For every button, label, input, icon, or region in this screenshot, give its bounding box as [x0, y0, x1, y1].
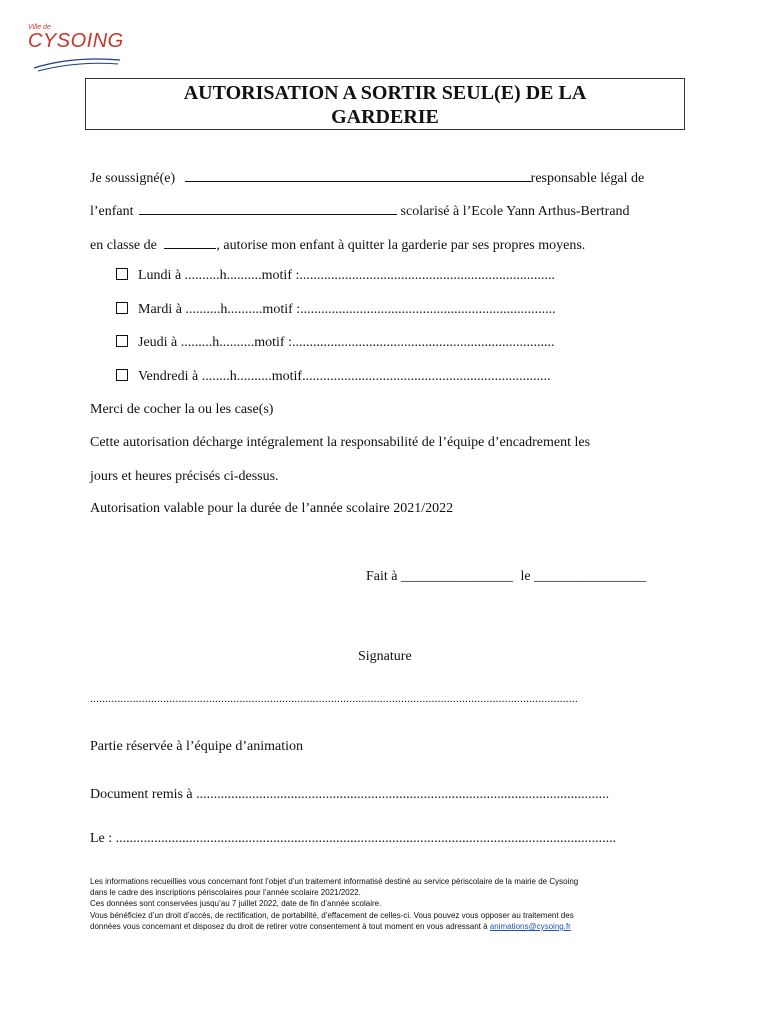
footer-line-3: Ces données sont conservées jusqu’au 7 juillet 2022, date de fin d’année scolaire.	[90, 899, 382, 909]
day-row-jeudi	[116, 335, 555, 351]
day-row-vendredi	[116, 369, 551, 385]
checkbox-jeudi[interactable]	[116, 335, 128, 347]
logo-main-text: CYSOING	[28, 30, 124, 52]
check-note: Merci de cocher la ou les case(s)	[90, 402, 274, 417]
signature-separator: ................................................................................................................................................................	[90, 693, 578, 705]
document-remis-field[interactable]: Document remis à ......................................................................................................................	[90, 787, 610, 802]
intro-line-3	[90, 234, 585, 254]
intro-line-2	[90, 200, 630, 220]
intro-label-ecole: scolarisé à l’Ecole Yann Arthus-Bertrand	[400, 204, 630, 219]
footer-line-5	[90, 921, 690, 932]
cysoing-logo	[26, 24, 126, 70]
intro-label-responsable: responsable légal de	[530, 171, 645, 186]
document-title	[85, 78, 685, 130]
signature-label: Signature	[358, 649, 412, 664]
day-label-lundi: Lundi à ..........h..........motif :.........................................................................	[138, 268, 555, 283]
intro-label-enfant: l’enfant	[90, 204, 134, 219]
footer-line-1: Les informations recueillies vous concernant font l’objet d’un traitement informatisé destiné au service périscolaire de la mairie de Cysoing	[90, 877, 579, 886]
validite-line: Autorisation valable pour la durée de l’année scolaire 2021/2022	[90, 501, 454, 516]
intro-label-classe: en classe de	[90, 238, 157, 253]
reserved-title: Partie réservée à l’équipe d’animation	[90, 739, 304, 754]
child-name-field[interactable]	[139, 200, 397, 215]
le-field[interactable]: Le : ...............................................................................................................................................	[90, 831, 617, 846]
intro-label-soussigne: Je soussigné(e)	[90, 171, 176, 186]
intro-line-1	[90, 167, 644, 187]
contact-email-link[interactable]: animations@cysoing.fr	[489, 921, 571, 931]
class-field[interactable]	[164, 234, 216, 249]
checkbox-mardi[interactable]	[116, 302, 128, 314]
decharge-line-2: jours et heures précisés ci-dessus.	[90, 469, 279, 484]
footer-line-4: Vous bénéficiez d’un droit d’accès, de rectification, de portabilité, d’effacement de celles-ci. Vous pouvez vous opposer au traitement des	[90, 910, 574, 920]
intro-label-autorise: , autorise mon enfant à quitter la garderie par ses propres moyens.	[216, 238, 586, 253]
logo-swoosh-icon	[32, 54, 122, 74]
day-label-jeudi: Jeudi à .........h..........motif :...........................................................................	[138, 335, 555, 350]
privacy-footer	[90, 876, 690, 932]
day-row-mardi	[116, 302, 556, 318]
day-label-vendredi: Vendredi à ........h..........motif.......................................................................	[138, 369, 551, 384]
day-row-lundi	[116, 268, 555, 284]
name-field[interactable]	[185, 167, 531, 182]
decharge-line-1: Cette autorisation décharge intégralement la responsabilité de l’équipe d’encadrement les	[90, 435, 591, 450]
fait-a-field[interactable]	[366, 569, 646, 585]
title-line-1: AUTORISATION A SORTIR SEUL(E) DE LA	[183, 82, 587, 104]
footer-line-2: dans le cadre des inscriptions périscolaires pour l’année scolaire 2021/2022.	[90, 888, 361, 898]
fait-a-label: Fait à ________________	[366, 569, 513, 584]
day-label-mardi: Mardi à ..........h..........motif :.........................................................................	[138, 302, 556, 317]
fait-le-label: le ________________	[520, 569, 647, 584]
logo-small-text: Ville de	[28, 24, 51, 31]
title-line-2: GARDERIE	[331, 106, 439, 128]
footer-line-5-text: données vous concernant et disposez du droit de retirer votre consentement à tout moment en vous adressant à	[90, 921, 490, 931]
checkbox-vendredi[interactable]	[116, 369, 128, 381]
checkbox-lundi[interactable]	[116, 268, 128, 280]
